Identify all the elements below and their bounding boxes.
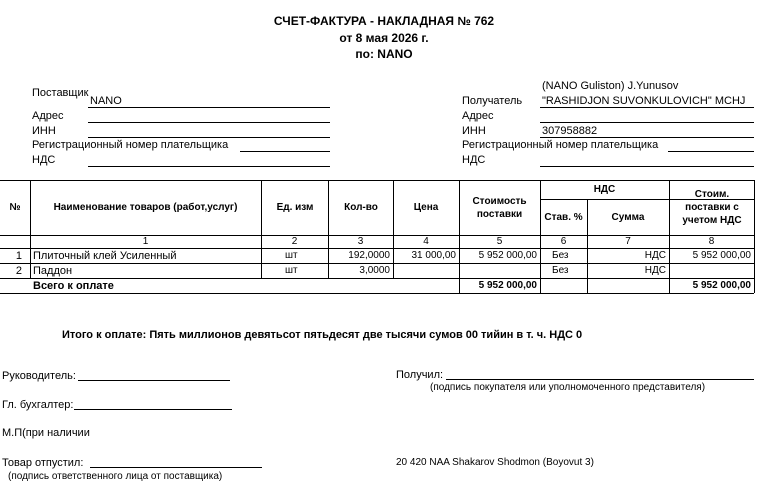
supplier-inn-underline xyxy=(88,137,330,138)
header-vat-sum: Сумма xyxy=(611,211,645,223)
col-divider xyxy=(754,180,755,293)
header-num: № xyxy=(9,202,21,213)
recipient-underline xyxy=(540,107,754,108)
row1-bottom-border xyxy=(0,263,754,264)
header-vat: НДС xyxy=(593,184,616,195)
row-unit: шт xyxy=(285,250,298,261)
supplier-underline xyxy=(88,107,330,108)
header-unit: Ед. изм xyxy=(276,202,314,213)
released-label: Товар отпустил: xyxy=(2,457,84,469)
supplier-label: Поставщик xyxy=(32,87,89,99)
header-name: Наименование товаров (работ,услуг) xyxy=(53,202,238,213)
header-qty: Кол-во xyxy=(344,202,378,213)
header-vat-rate: Став. % xyxy=(544,211,583,223)
released-caption: (подпись ответственного лица от поставщика) xyxy=(8,471,223,482)
row-name: Паддон xyxy=(33,265,73,277)
accountant-signature-line xyxy=(74,409,232,410)
received-signature-line xyxy=(446,379,754,380)
row-total: 5 952 000,00 xyxy=(692,250,751,261)
recipient-address-underline xyxy=(540,122,754,123)
amount-in-words: Итого к оплате: Пять миллионов девятьсот пятьдесят две тысячи сумов 00 тийин в т. ч. НДС 0 xyxy=(62,329,583,341)
row-vat-rate: Без xyxy=(552,265,569,276)
row-vat-sum: НДС xyxy=(644,250,666,261)
recipient-address-label: Адрес xyxy=(462,110,494,122)
header-total: Стоим. поставки с учетом НДС xyxy=(682,189,742,226)
total-label: Всего к оплате xyxy=(33,280,114,292)
col-divider xyxy=(261,180,262,278)
director-signature-line xyxy=(78,380,230,381)
col-number: 3 xyxy=(357,236,364,247)
recipient-inn-value: 307958882 xyxy=(542,125,598,137)
document-title: СЧЕТ-ФАКТУРА - НАКЛАДНАЯ № 762 xyxy=(273,14,495,28)
proxy-text: 20 420 NAA Shakarov Shodmon (Boyovut 3) xyxy=(396,457,594,468)
table-bottom-border xyxy=(0,293,754,294)
recipient-name-line2: "RASHIDJON SUVONKULOVICH" MCHJ xyxy=(542,95,746,107)
stamp-label: М.П(при наличии xyxy=(2,427,90,439)
supplier-value: NANO xyxy=(90,95,122,107)
colnum-bottom-border xyxy=(0,248,754,249)
recipient-vat-label: НДС xyxy=(462,154,486,166)
recipient-inn-label: ИНН xyxy=(462,125,486,137)
supplier-reg-label: Регистрационный номер плательщика xyxy=(32,139,229,151)
row-cost: 5 952 000,00 xyxy=(478,250,537,261)
recipient-vat-underline xyxy=(540,166,754,167)
director-label: Руководитель: xyxy=(2,370,76,382)
col-divider xyxy=(328,180,329,278)
col-number: 4 xyxy=(423,236,429,247)
row-vat-rate: Без xyxy=(552,250,569,261)
recipient-inn-underline xyxy=(540,137,754,138)
supplier-vat-label: НДС xyxy=(32,154,56,166)
supplier-address-label: Адрес xyxy=(32,110,64,122)
released-signature-line xyxy=(90,467,262,468)
row-num: 2 xyxy=(15,265,22,277)
document-date: от 8 мая 2026 г. xyxy=(339,31,429,45)
row-num: 1 xyxy=(15,250,22,262)
row-name: Плиточный клей Усиленный xyxy=(33,250,177,262)
document-contract: по: NANO xyxy=(355,47,413,61)
supplier-address-underline xyxy=(88,122,330,123)
total-cost: 5 952 000,00 xyxy=(478,280,537,291)
header-cost: Стоимость поставки xyxy=(472,195,527,220)
supplier-vat-underline xyxy=(88,166,330,167)
row-vat-sum: НДС xyxy=(644,265,666,276)
accountant-label: Гл. бухгалтер: xyxy=(2,399,74,411)
recipient-reg-label: Регистрационный номер плательщика xyxy=(462,139,659,151)
col-number: 8 xyxy=(708,236,715,247)
col-number: 5 xyxy=(496,236,503,247)
supplier-inn-label: ИНН xyxy=(32,125,56,137)
row2-bottom-border xyxy=(0,278,754,279)
received-caption: (подпись покупателя или уполномоченного представителя) xyxy=(430,382,706,393)
header-price: Цена xyxy=(413,202,439,213)
row-qty: 192,0000 xyxy=(348,250,390,261)
row-unit: шт xyxy=(285,265,298,276)
total-sum: 5 952 000,00 xyxy=(692,280,751,291)
col-number: 2 xyxy=(291,236,298,247)
received-label: Получил: xyxy=(396,369,444,381)
recipient-reg-underline xyxy=(668,151,754,152)
recipient-name-line1: (NANO Guliston) J.Yunusov xyxy=(542,80,679,92)
recipient-label: Получатель xyxy=(462,95,523,107)
row-qty: 3,0000 xyxy=(359,265,390,276)
supplier-reg-underline xyxy=(240,151,330,152)
row-price: 31 000,00 xyxy=(411,250,456,261)
col-number: 7 xyxy=(625,236,631,247)
col-number: 6 xyxy=(560,236,567,247)
col-number: 1 xyxy=(142,236,149,247)
